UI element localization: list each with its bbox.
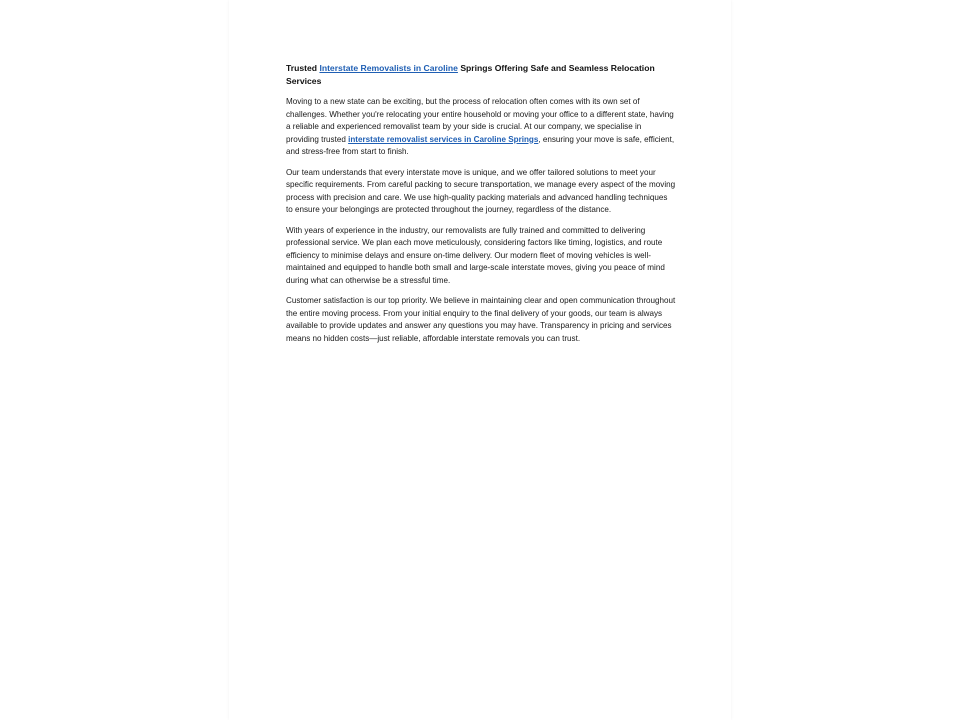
paragraph-experience: With years of experience in the industry, our removalists are fully trained and committed to delivering professional service. We plan each move meticulously, considering factors like timing, logistics, and route efficiency to minimise delays and ensure on-time delivery. Our modern fleet of moving vehicles is well-maintained and equipped to handle both small and large-scale interstate moves, giving you peace of mind during what can otherwise be a stressful time. [286,225,665,285]
paragraph-tailored-solutions: Our team understands that every interstate move is unique, and we offer tailored solutions to meet your specific requirements. From careful packing to secure transportation, we manage every aspect of the moving process with precision and care. We use high-quality packing materials and advanced handling techniques to ensure your belongings are protected throughout the journey, regardless of the distance. [286,167,676,214]
document-page [229,0,731,720]
paragraph-intro-after: , ensuring your move is safe, efficient, and stress-free from start to finish. [286,134,675,156]
paragraph-intro [286,96,676,159]
paragraph-intro-before: Moving to a new state can be exciting, but the process of relocation often comes with its own set of challenges. Whether you're relocating your entire household or moving your office to a different state, having a reliable and experienced removalist team by your side is crucial. At our company, we specialise in providing trusted [286,97,674,144]
heading-link[interactable]: Interstate Removalists in Caroline [319,63,458,73]
heading-text-after: Springs Offering Safe and Seamless Relocation Services [286,63,655,86]
document-content [286,62,676,353]
heading-text-before: Trusted [286,63,320,73]
paragraph-intro-link[interactable]: interstate removalist services in Caroline Springs [348,134,539,144]
paragraph-customer-satisfaction: Customer satisfaction is our top priority. We believe in maintaining clear and open communication throughout the entire moving process. From your initial enquiry to the final delivery of your goods, our team is always available to provide updates and answer any questions you may have. Transparency in pricing and services means no hidden costs—just reliable, affordable interstate removals you can trust. [286,296,676,343]
document-heading [286,62,676,88]
